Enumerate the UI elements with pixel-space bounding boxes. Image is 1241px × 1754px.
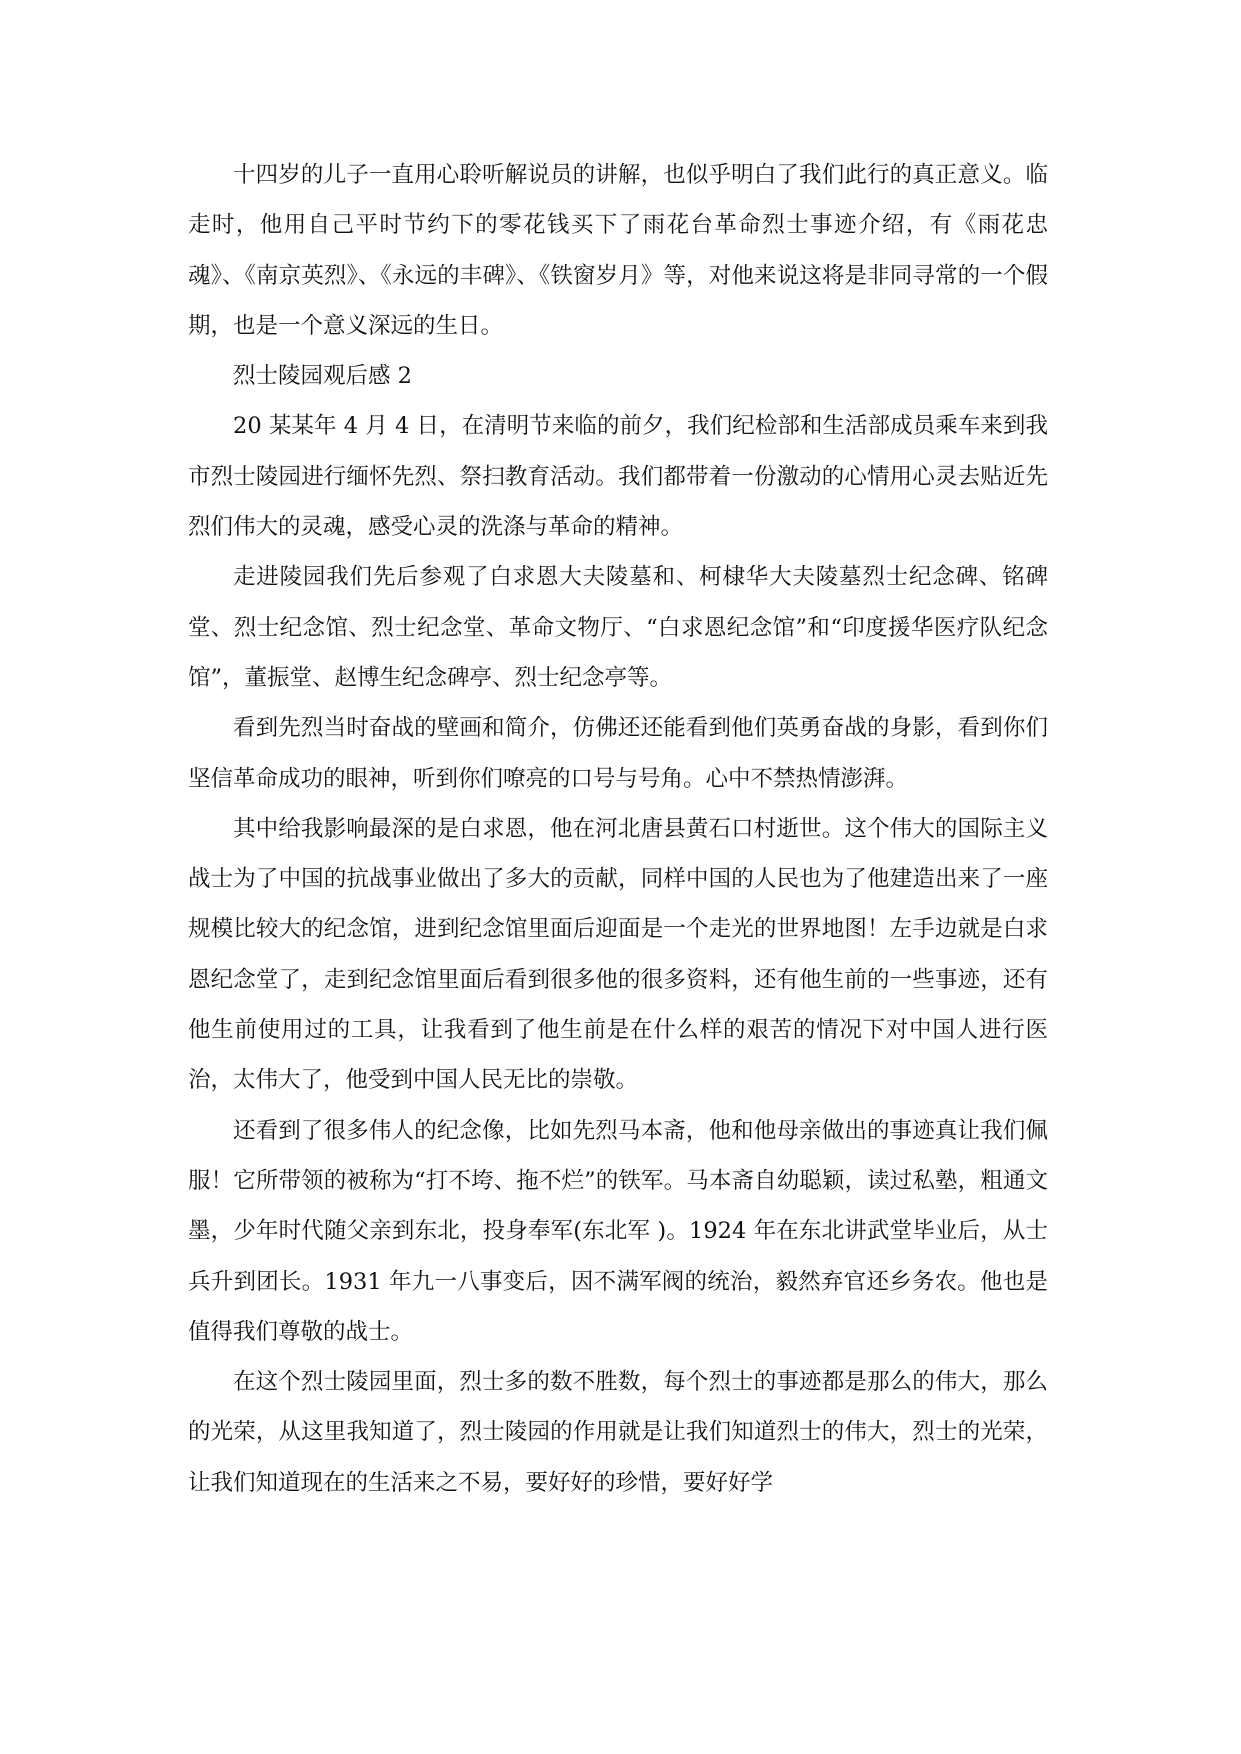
paragraph: 走进陵园我们先后参观了白求恩大夫陵墓和、柯棣华大夫陵墓烈士纪念碑、铭碑堂、烈士纪念馆、烈士纪念堂、革命文物厅、“白求恩纪念馆”和“印度援华医疗队纪念馆”，董振堂、赵博生纪念碑亭、烈士纪念亭等。: [188, 564, 1048, 691]
section-heading: 烈士陵园观后感 2: [233, 363, 412, 390]
paragraph: 十四岁的儿子一直用心聆听解说员的讲解，也似乎明白了我们此行的真正意义。临走时，他用自己平时节约下的零花钱买下了雨花台革命烈士事迹介绍，有《雨花忠魂》、《南京英烈》、《永远的丰碑》、《铁窗岁月》等，对他来说这将是非同寻常的一个假期，也是一个意义深远的生日。: [188, 162, 1048, 339]
paragraph: 还看到了很多伟人的纪念像，比如先烈马本斋，他和他母亲做出的事迹真让我们佩服！它所带领的被称为“打不垮、拖不烂”的铁军。马本斋自幼聪颖，读过私塾，粗通文墨，少年时代随父亲到东北，投身奉军(东北军 )。1924 年在东北讲武堂毕业后，从士兵升到团长。1931 年九一八事变后，因不满军阀的统治，毅然弃官还乡务农。他也是值得我们尊敬的战士。: [188, 1117, 1048, 1345]
paragraph: 看到先烈当时奋战的壁画和简介，仿佛还还能看到他们英勇奋战的身影，看到你们坚信革命成功的眼神，听到你们嘹亮的口号与号角。心中不禁热情澎湃。: [188, 715, 1048, 792]
document-body: [188, 150, 1048, 1508]
paragraph: 在这个烈士陵园里面，烈士多的数不胜数，每个烈士的事迹都是那么的伟大，那么的光荣，从这里我知道了，烈士陵园的作用就是让我们知道烈士的伟大，烈士的光荣，让我们知道现在的生活来之不易，要好好的珍惜，要好好学: [188, 1369, 1048, 1496]
paragraph: 其中给我影响最深的是白求恩，他在河北唐县黄石口村逝世。这个伟大的国际主义战士为了中国的抗战事业做出了多大的贡献，同样中国的人民也为了他建造出来了一座规模比较大的纪念馆，进到纪念馆里面后迎面是一个走光的世界地图！左手边就是白求恩纪念堂了，走到纪念馆里面后看到很多他的很多资料，还有他生前的一些事迹，还有他生前使用过的工具，让我看到了他生前是在什么样的艰苦的情况下对中国人进行医治，太伟大了，他受到中国人民无比的崇敬。: [188, 815, 1048, 1094]
paragraph: 20 某某年 4 月 4 日，在清明节来临的前夕，我们纪检部和生活部成员乘车来到我市烈士陵园进行缅怀先烈、祭扫教育活动。我们都带着一份激动的心情用心灵去贴近先烈们伟大的灵魂，感受心灵的洗涤与革命的精神。: [188, 413, 1048, 541]
